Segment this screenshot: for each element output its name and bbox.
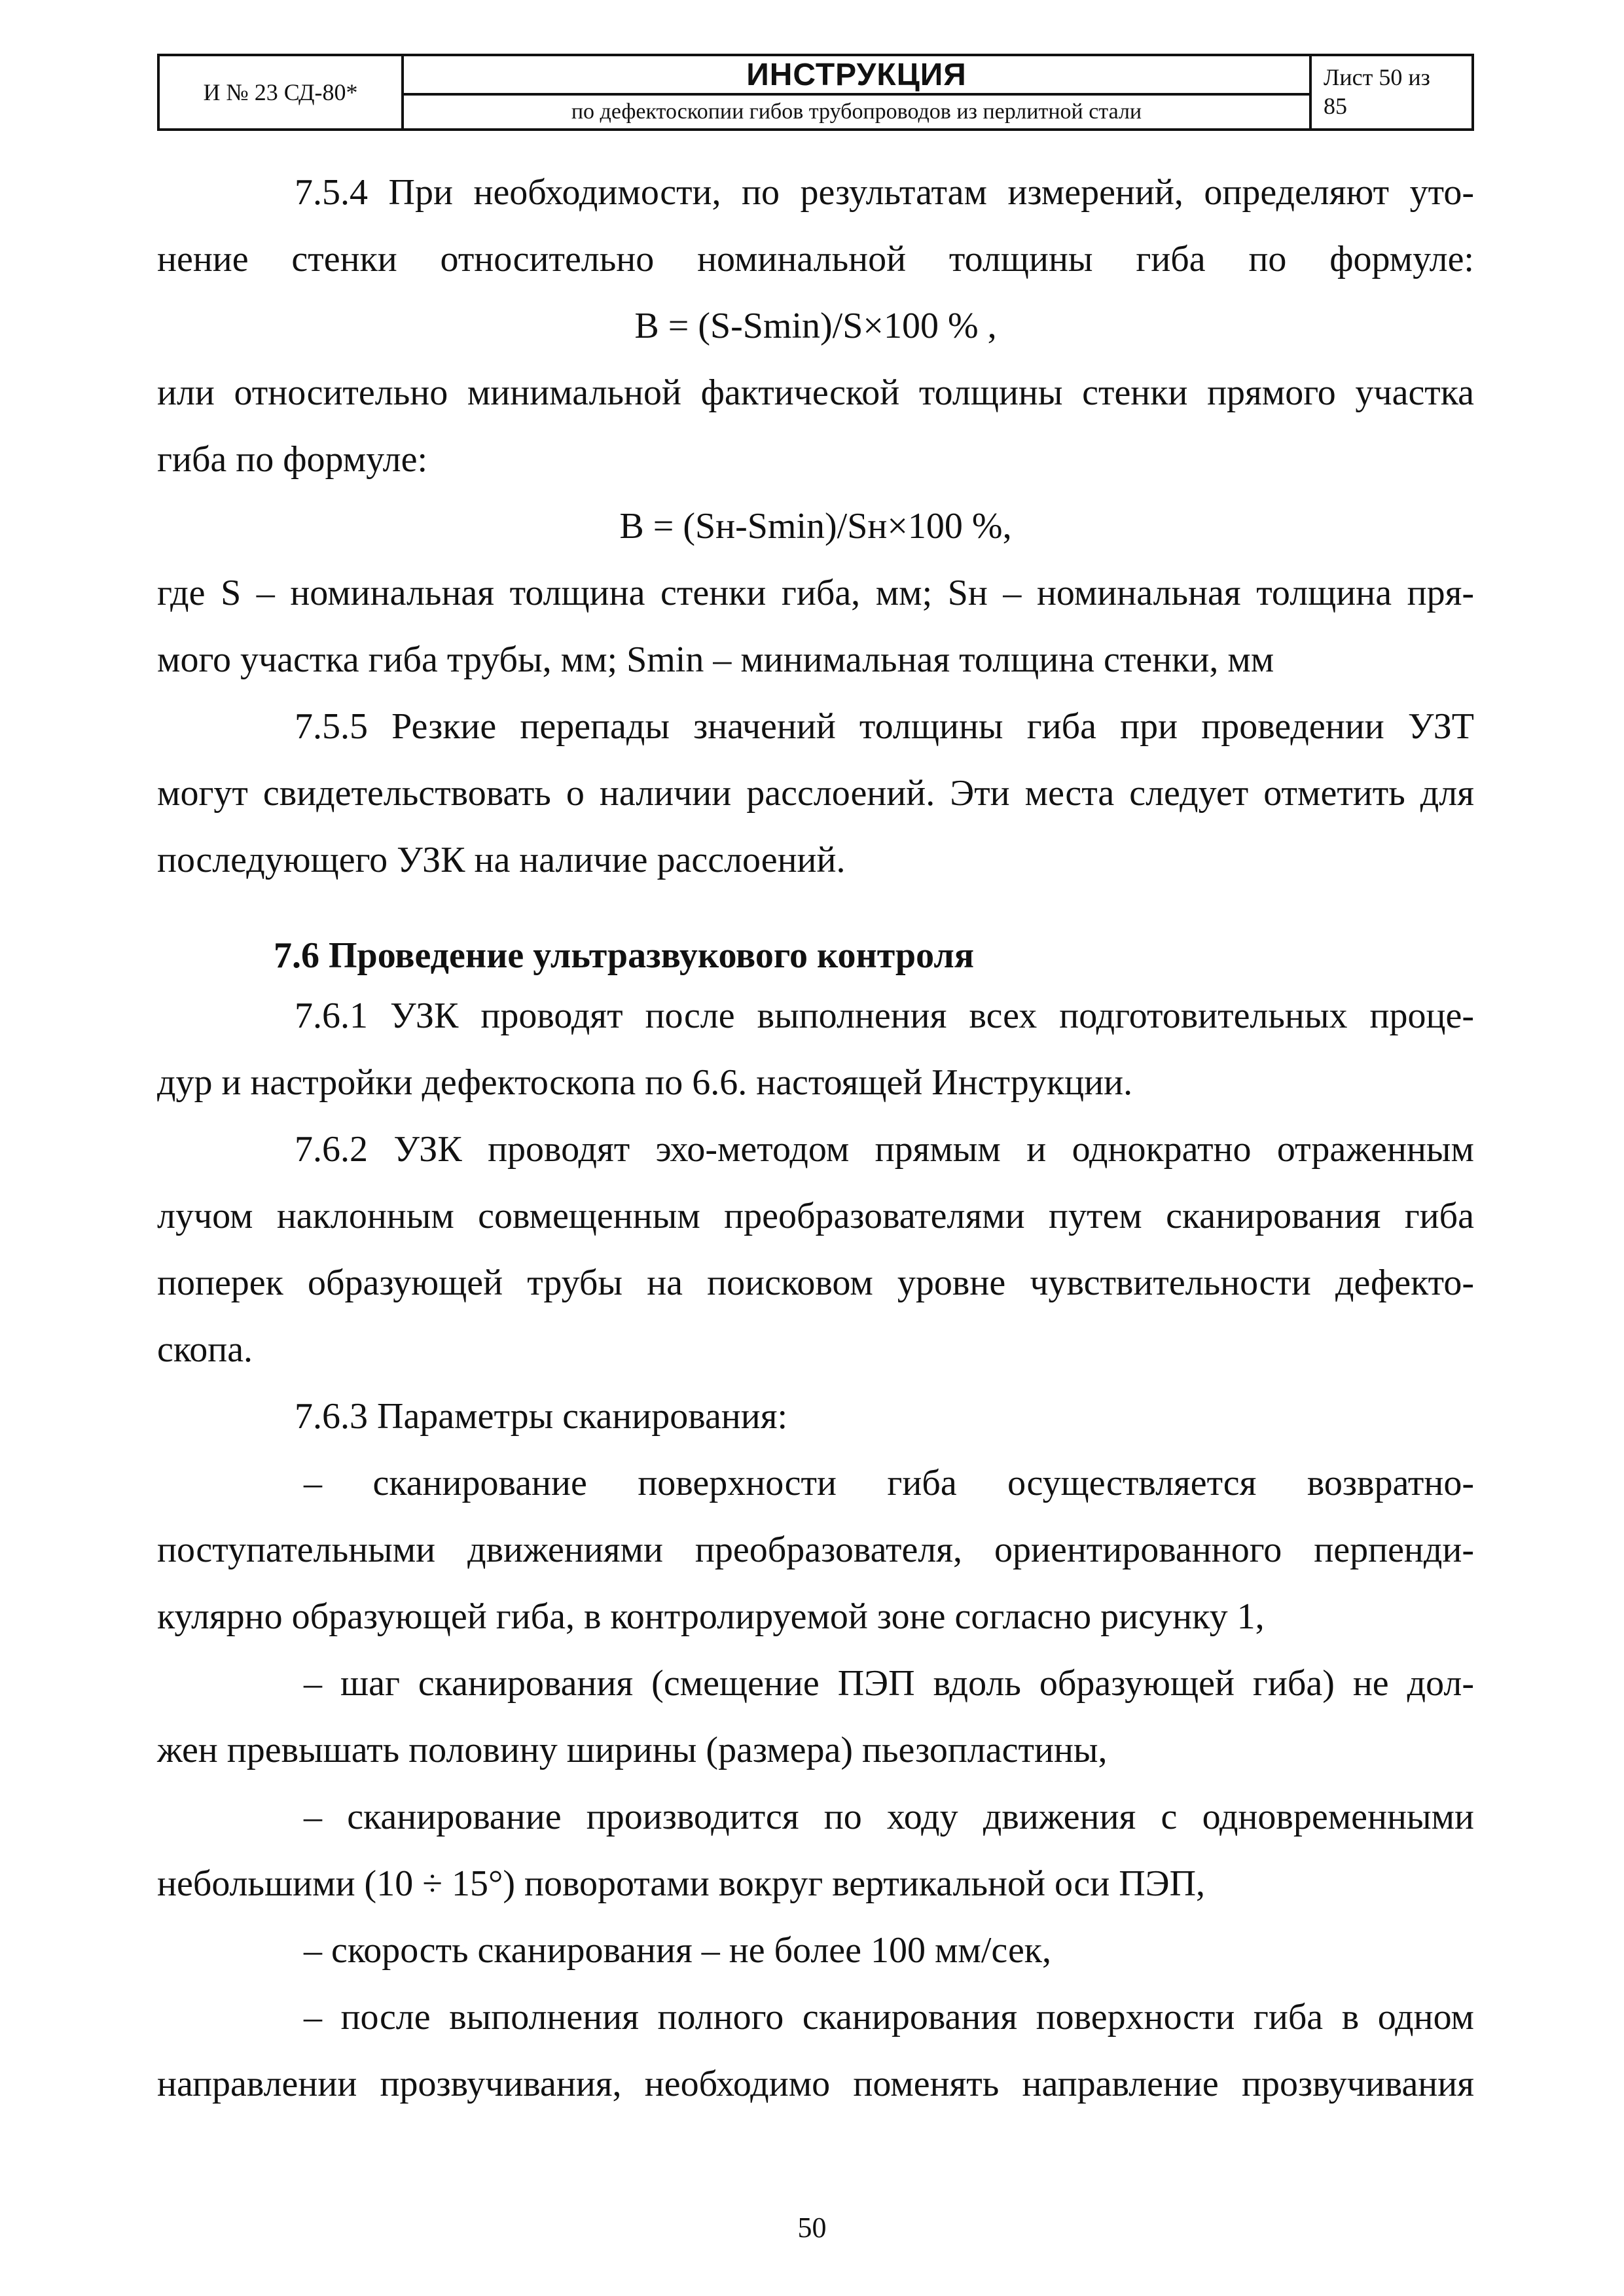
text-line: или относительно минимальной фактической толщины стенки прямого участка	[157, 372, 1474, 413]
text-line: небольшими (10 ÷ 15°) поворотами вокруг вертикальной оси ПЭП,	[157, 1863, 1206, 1904]
text-line: 7.6.1 УЗК проводят после выполнения всех подготовительных проце-	[295, 996, 1474, 1036]
formula: В = (Sн-Smin)/Sн×100 %,	[619, 506, 1012, 547]
text-line: дур и настройки дефектоскопа по 6.6. настоящей Инструкции.	[157, 1062, 1133, 1103]
text-line: направлении прозвучивания, необходимо поменять направление прозвучивания	[157, 2064, 1474, 2104]
sheet-number	[1312, 56, 1471, 128]
text-line: последующего УЗК на наличие расслоений.	[157, 840, 846, 880]
header-title-block	[404, 56, 1312, 128]
text-line: 7.5.5 Резкие перепады значений толщины гиба при проведении УЗТ	[295, 706, 1474, 747]
text-line: могут свидетельствовать о наличии расслоений. Эти места следует отметить для	[157, 773, 1474, 814]
text-line: лучом наклонным совмещенным преобразователями путем сканирования гиба	[157, 1196, 1474, 1236]
text-line: мого участка гиба трубы, мм; Smin – минимальная толщина стенки, мм	[157, 639, 1274, 680]
text-line: нение стенки относительно номинальной толщины гиба по формуле:	[157, 239, 1474, 279]
page-number: 50	[797, 2212, 827, 2244]
sheet-line-2: 85	[1324, 93, 1347, 119]
text-line: жен превышать половину ширины (размера) пьезопластины,	[157, 1730, 1108, 1770]
text-line: поступательными движениями преобразователя, ориентированного перпенди-	[157, 1530, 1474, 1570]
list-item: – скорость сканирования – не более 100 мм/сек,	[304, 1930, 1052, 1971]
list-item: – шаг сканирования (смещение ПЭП вдоль образующей гиба) не дол-	[304, 1663, 1474, 1704]
text-line: скопа.	[157, 1329, 253, 1370]
document-title: ИНСТРУКЦИЯ	[404, 56, 1309, 96]
document-subtitle: по дефектоскопии гибов трубопроводов из перлитной стали	[571, 99, 1142, 124]
section-heading: 7.6 Проведение ультразвукового контроля	[274, 935, 975, 976]
text-line: 7.5.4 При необходимости, по результатам измерений, определяют уто-	[295, 172, 1474, 213]
list-item: – сканирование поверхности гиба осуществляется возвратно-	[304, 1463, 1474, 1503]
list-item: – после выполнения полного сканирования поверхности гиба в одном	[304, 1997, 1474, 2037]
text-line: 7.6.3 Параметры сканирования:	[295, 1396, 788, 1437]
text-line: 7.6.2 УЗК проводят эхо-методом прямым и однократно отраженным	[295, 1129, 1474, 1170]
sheet-line-1: Лист 50 из	[1324, 64, 1430, 90]
text-line: где S – номинальная толщина стенки гиба, мм; Sн – номинальная толщина пря-	[157, 573, 1474, 613]
text-line: кулярно образующей гиба, в контролируемой зоне согласно рисунку 1,	[157, 1596, 1265, 1637]
text-line: поперек образующей трубы на поисковом уровне чувствительности дефекто-	[157, 1263, 1474, 1303]
formula: В = (S-Smin)/S×100 % ,	[634, 306, 997, 346]
header-table	[157, 54, 1474, 131]
text-line: гиба по формуле:	[157, 439, 428, 480]
document-code: И № 23 СД-80*	[160, 56, 404, 128]
list-item: – сканирование производится по ходу движения с одновременными	[304, 1797, 1474, 1837]
